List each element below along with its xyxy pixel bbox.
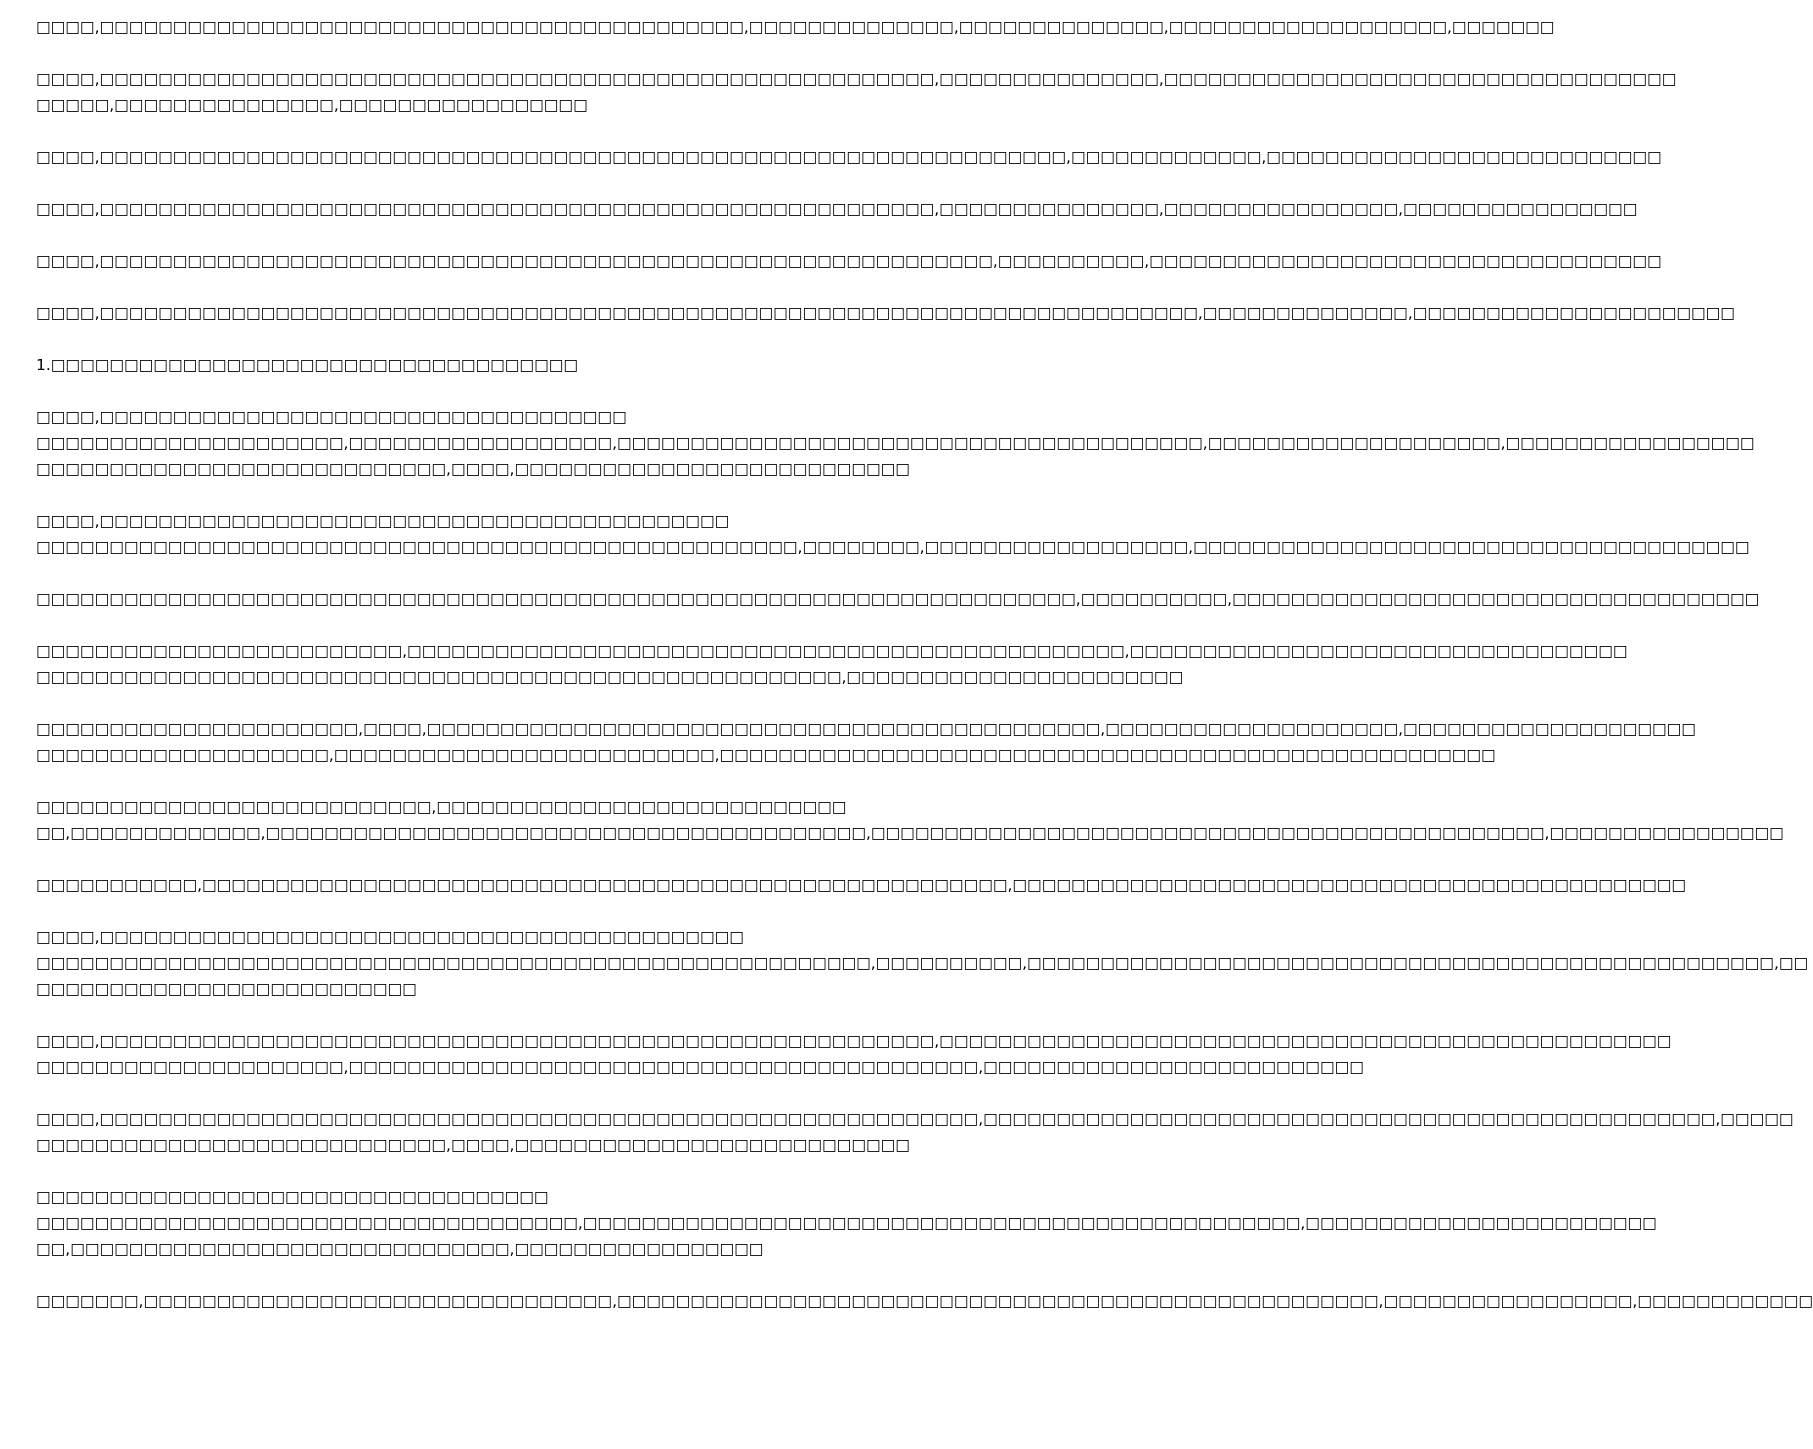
paragraph-line: □□□□,□□□□□□□□□□□□□□□□□□□□□□□□□□□□□□□□□□□□□□□□□□□□□□□□□□□□□□□□□□□□□□□□□□,□□□□□□□□□□□□□,□□□□□□□□□□□□□□□□□□□□□□□□□□□ [36, 148, 1662, 166]
paragraph-line: □□□□□□□□□□□□□□□□□□□□□□□□□□□□□□□□□□□□□□□□□□□□□□□□□□□□□□□,□□□□□□□□□□□□□□□□□□□□□□□ [36, 668, 1184, 686]
paragraph-line: □□□□,□□□□□□□□□□□□□□□□□□□□□□□□□□□□□□□□□□□□□□□□□□□□□□□□□□□□□□□□□□□□,□□□□□□□□□□□□□□□□□□□□□□□□□□□□□□□□□□□□□□□□□□□□□□□□□□,□□□□□ [36, 1110, 1794, 1128]
paragraph [36, 508, 1750, 560]
paragraph-line: □□□□□□□□□□□□□□□□□□□□□□□□□□ [36, 980, 417, 998]
paragraph [36, 404, 1755, 482]
paragraph [36, 144, 1662, 170]
paragraph-line: □□□□□□□□□□□□□□□□□□□□□□□□□,□□□□□□□□□□□□□□□□□□□□□□□□□□□□□□□□□□□□□□□□□□□□□□□□□,□□□□□□□□□□□□□□□□□□□□□□□□□□□□□□□□□□ [36, 642, 1628, 660]
paragraph-line: □□□□,□□□□□□□□□□□□□□□□□□□□□□□□□□□□□□□□□□□□□□□□□□□ [36, 512, 730, 530]
paragraph-line: □□□□□□□□□□□□□□□□□□□□□□□□□□□□□□□□□□□□□□□□□□□□□□□□□□□□□□□□□□□□□□□□□□□□□□□,□□□□□□□□□□,□□□□□□□□□□□□□□□□□□□□□□□□□□□□□□□□□□□□ [36, 590, 1760, 608]
paragraph-line: □□,□□□□□□□□□□□□□□□□□□□□□□□□□□□□□□,□□□□□□□□□□□□□□□□□ [36, 1240, 764, 1258]
paragraph [36, 1184, 1657, 1262]
paragraph-line: □□□□,□□□□□□□□□□□□□□□□□□□□□□□□□□□□□□□□□□□□□□□□□□□□□□□□□□□□□□□□□,□□□□□□□□□□□□□□□,□□□□□□□□□□□□□□□□,□□□□□□□□□□□□□□□□ [36, 200, 1638, 218]
paragraph-line: □□□□□□□□□□□□□□□□□□□□□□□□□□□□□□□□□□□□□□□□□□□□□□□□□□□□,□□□□□□□□,□□□□□□□□□□□□□□□□□□,□□□□□□□□□□□□□□□□□□□□□□□□□□□□□□□□□□□□□□ [36, 538, 1750, 556]
paragraph-line: □□□□,□□□□□□□□□□□□□□□□□□□□□□□□□□□□□□□□□□□□□□□□□□□□ [36, 928, 744, 946]
paragraph-line: □□□□□□□□□□□□□□□□□□□□□□□□□□□□□□□□□□□ [36, 1188, 549, 1206]
paragraph-line: □□□□□□□□□□□,□□□□□□□□□□□□□□□□□□□□□□□□□□□□□□□□□□□□□□□□□□□□□□□□□□□□□□□,□□□□□□□□□□□□□□□□□□□□□□□□□□□□□□□□□□□□□□□□□□□□□□ [36, 876, 1687, 894]
paragraph [36, 300, 1735, 326]
paragraph-line: □□□□□□□□□□□□□□□□□□□□□□□□□□□,□□□□□□□□□□□□□□□□□□□□□□□□□□□□ [36, 798, 847, 816]
paragraph [36, 716, 1696, 768]
paragraph [36, 638, 1628, 690]
paragraph [36, 248, 1662, 274]
paragraph [36, 1028, 1672, 1080]
paragraph-line: □□□□□□□□□□□□□□□□□□□□□□□□□□□□,□□□□,□□□□□□□□□□□□□□□□□□□□□□□□□□□ [36, 1136, 910, 1154]
paragraph-line: □□,□□□□□□□□□□□□□,□□□□□□□□□□□□□□□□□□□□□□□□□□□□□□□□□□□□□□□□□,□□□□□□□□□□□□□□□□□□□□□□□□□□□□□□□□□□□□□□□□□□□□□□,□□□□□□□□□□□□□□□□ [36, 824, 1784, 842]
paragraph-line: □□□□□□□□□□□□□□□□□□□□□□□□□□□□□□□□□□□□□,□□□□□□□□□□□□□□□□□□□□□□□□□□□□□□□□□□□□□□□□□□□□□□□□□,□□□□□□□□□□□□□□□□□□□□□□□□ [36, 1214, 1657, 1232]
paragraph-line: □□□□□□□□□□□□□□□□□□□□□□□□□□□□,□□□□,□□□□□□□□□□□□□□□□□□□□□□□□□□□ [36, 460, 910, 478]
paragraph [36, 1106, 1794, 1158]
paragraph [36, 924, 1809, 1002]
paragraph-line: □□□□□,□□□□□□□□□□□□□□□,□□□□□□□□□□□□□□□□□ [36, 96, 588, 114]
paragraph-line: □□□□□□□□□□□□□□□□□□□□□□,□□□□,□□□□□□□□□□□□□□□□□□□□□□□□□□□□□□□□□□□□□□□□□□□□□□,□□□□□□□□□□□□□□□□□□□□,□□□□□□□□□□□□□□□□□□□□ [36, 720, 1696, 738]
paragraph-line: □□□□,□□□□□□□□□□□□□□□□□□□□□□□□□□□□□□□□□□□□□□□□□□□□□□□□□□□□□□□□□□□□□,□□□□□□□□□□,□□□□□□□□□□□□□□□□□□□□□□□□□□□□□□□□□□□ [36, 252, 1662, 270]
paragraph-line: □□□□,□□□□□□□□□□□□□□□□□□□□□□□□□□□□□□□□□□□□□□□□□□□□□□□□□□□□□□□□□,□□□□□□□□□□□□□□□,□□□□□□□□□□□□□□□□□□□□□□□□□□□□□□□□□□□ [36, 70, 1677, 88]
paragraph [36, 14, 1555, 40]
paragraph [36, 196, 1638, 222]
paragraph [36, 352, 990, 378]
paragraph-line: □□□□□□□□□□□□□□□□□□□□□,□□□□□□□□□□□□□□□□□□,□□□□□□□□□□□□□□□□□□□□□□□□□□□□□□□□□□□□□□□□,□□□□□□□□□□□□□□□□□□□□,□□□□□□□□□□□□□□□□□ [36, 434, 1755, 452]
paragraph-line: □□□□□□□□□□□□□□□□□□□□,□□□□□□□□□□□□□□□□□□□□□□□□□□,□□□□□□□□□□□□□□□□□□□□□□□□□□□□□□□□□□□□□□□□□□□□□□□□□□□□□ [36, 746, 1496, 764]
paragraph [36, 66, 1677, 118]
paragraph [36, 1288, 1813, 1314]
paragraph-line: 1.□□□□□□□□□□□□□□□□□□□□□□□□□□□□□□□□□□□□ [36, 356, 579, 374]
paragraph [36, 586, 1760, 612]
paragraph-line: □□□□□□□□□□□□□□□□□□□□□□□□□□□□□□□□□□□□□□□□□□□□□□□□□□□□□□□□□,□□□□□□□□□□,□□□□□□□□□□□□□□□□□□□□□□□□□□□□□□□□□□□□□□□□□□□□□□□□□□□,□□ [36, 954, 1809, 972]
paragraph-line: □□□□□□□,□□□□□□□□□□□□□□□□□□□□□□□□□□□□□□□□,□□□□□□□□□□□□□□□□□□□□□□□□□□□□□□□□□□□□□□□□□□□□□□□□□□□□,□□□□□□□□□□□□□□□□□,□□□□□□□□□□□□ [36, 1292, 1813, 1310]
paragraph-line: □□□□□□□□□□□□□□□□□□□□□,□□□□□□□□□□□□□□□□□□□□□□□□□□□□□□□□□□□□□□□□□□□,□□□□□□□□□□□□□□□□□□□□□□□□□□ [36, 1058, 1364, 1076]
paragraph [36, 794, 1784, 846]
paragraph-line: □□□□,□□□□□□□□□□□□□□□□□□□□□□□□□□□□□□□□□□□□□□□□□□□□,□□□□□□□□□□□□□□,□□□□□□□□□□□□□□,□□□□□□□□□□□□□□□□□□□,□□□□□□□ [36, 18, 1555, 36]
paragraph-line: □□□□,□□□□□□□□□□□□□□□□□□□□□□□□□□□□□□□□□□□□□□□□□□□□□□□□□□□□□□□□□□□□□□□□□□□□□□□□□□□,□□□□□□□□□□□□□□,□□□□□□□□□□□□□□□□□□□□□□ [36, 304, 1735, 322]
paragraph-line: □□□□,□□□□□□□□□□□□□□□□□□□□□□□□□□□□□□□□□□□□ [36, 408, 627, 426]
paragraph [36, 872, 1687, 898]
paragraph-line: □□□□,□□□□□□□□□□□□□□□□□□□□□□□□□□□□□□□□□□□□□□□□□□□□□□□□□□□□□□□□□,□□□□□□□□□□□□□□□□□□□□□□□□□□□□□□□□□□□□□□□□□□□□□□□□□□ [36, 1032, 1672, 1050]
